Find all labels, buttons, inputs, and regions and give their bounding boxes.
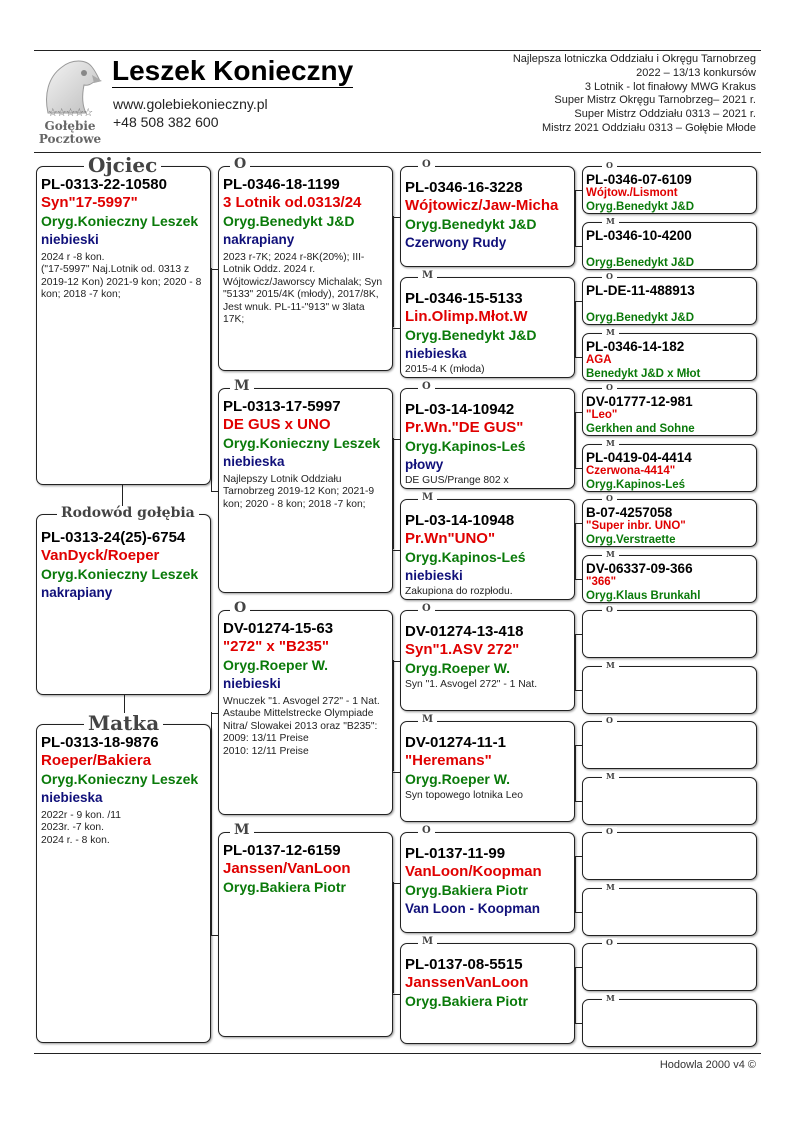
great-great-grandparent-card[interactable] <box>582 777 757 825</box>
ring-number: PL-0419-04-4414 <box>586 449 692 465</box>
connector <box>575 190 576 246</box>
logo <box>34 55 106 147</box>
mother-ring: PL-0313-18-9876 <box>41 734 159 751</box>
ring-number: DV-01274-15-63 <box>223 620 334 637</box>
achievement-item: Mistrz 2021 Oddziału 0313 – Gołębie Młode <box>541 121 756 134</box>
breeder-name: Oryg.Benedykt J&D <box>586 256 695 269</box>
sex-label: M <box>602 772 619 780</box>
mother-color: niebieska <box>41 790 103 805</box>
mother-notes: 2022r - 9 kon. /11 2023r. -7 kon. 2024 r. - 8 kon. <box>41 810 121 846</box>
plumage-color: Czerwony Rudy <box>405 235 507 250</box>
plumage-color: niebieska <box>223 454 285 469</box>
great-grandparent-card[interactable] <box>400 721 575 822</box>
great-great-grandparent-card[interactable] <box>582 888 757 936</box>
connector <box>393 217 400 218</box>
plumage-color: niebieski <box>405 568 463 583</box>
sex-label: O <box>602 716 617 724</box>
pigeon-name <box>586 783 753 796</box>
connector <box>575 579 582 580</box>
pigeon-name: "Super inbr. UNO" <box>586 520 686 532</box>
pigeon-name <box>586 727 753 740</box>
plumage-color: nakrapiany <box>223 232 295 247</box>
great-grandparent-card[interactable] <box>400 610 575 711</box>
sex-label: O <box>602 827 617 835</box>
ring-number: PL-03-14-10942 <box>405 401 515 418</box>
connector <box>575 745 576 801</box>
owner-name: Leszek Konieczny <box>112 55 354 86</box>
connector <box>393 661 400 662</box>
breeder-name: Oryg.Bakiera Piotr <box>405 993 528 1009</box>
sex-label: M <box>418 715 437 725</box>
connector <box>211 268 212 492</box>
father-card[interactable] <box>36 166 211 485</box>
great-great-grandparent-card[interactable] <box>582 333 757 381</box>
pigeon-notes: DE GUS/Prange 802 x <box>405 475 509 486</box>
grandparent-card[interactable] <box>218 388 393 593</box>
ring-number: PL-0346-18-1199 <box>223 176 340 193</box>
connector <box>575 412 582 413</box>
pigeon-name <box>586 616 753 629</box>
pigeon-name: Wójtow./Lismont <box>586 187 678 199</box>
pigeon-name: 3 Lotnik od.0313/24 <box>223 194 362 211</box>
father-label: Ojciec <box>84 155 161 175</box>
ring-number: PL-0346-14-182 <box>586 338 685 354</box>
pigeon-name: VanLoon/Koopman <box>405 863 542 880</box>
subject-card[interactable] <box>36 514 211 695</box>
sex-label: O <box>602 494 617 502</box>
breeder-name: Oryg.Benedykt J&D <box>586 312 695 324</box>
great-great-grandparent-card[interactable] <box>582 388 757 436</box>
achievement-item: 2022 – 13/13 konkursów <box>636 66 756 79</box>
connector <box>575 412 576 468</box>
great-great-grandparent-card[interactable] <box>582 555 757 603</box>
ring-number: PL-0346-16-3228 <box>405 179 523 196</box>
ring-number: B-07-4257058 <box>586 505 673 520</box>
connector <box>393 660 394 771</box>
great-grandparent-card[interactable] <box>400 943 575 1044</box>
plumage-color: niebieska <box>405 346 467 361</box>
great-great-grandparent-card[interactable] <box>582 444 757 492</box>
logo-stars: ☆☆☆☆☆ <box>47 107 93 119</box>
phone-number: +48 508 382 600 <box>113 114 219 130</box>
subject-color: nakrapiany <box>41 585 113 600</box>
breeder-name: Oryg.Benedykt J&D <box>223 213 355 229</box>
connector <box>575 967 582 968</box>
sex-label: O <box>602 605 617 613</box>
breeder-name: Oryg.Roeper W. <box>405 660 511 676</box>
ring-number: PL-0137-12-6159 <box>223 842 341 859</box>
ring-number: DV-01274-13-418 <box>405 623 524 640</box>
breeder-name: Oryg.Benedykt J&D <box>586 201 695 213</box>
connector <box>393 439 400 440</box>
sex-label: O <box>230 601 250 615</box>
ring-number: PL-0346-10-4200 <box>586 227 692 243</box>
connector <box>575 634 582 635</box>
plumage-color: Van Loon - Koopman <box>405 901 540 916</box>
connector <box>575 801 582 802</box>
sex-label: O <box>418 382 435 392</box>
top-rule <box>34 50 761 51</box>
connector <box>575 357 582 358</box>
great-great-grandparent-card[interactable] <box>582 721 757 769</box>
breeder-name: Oryg.Verstraette <box>586 534 676 546</box>
achievements-list <box>513 53 756 136</box>
connector <box>575 856 582 857</box>
subject-name: VanDyck/Roeper <box>41 547 160 564</box>
breeder-name: Oryg.Roeper W. <box>223 657 329 673</box>
breeder-name: Gerkhen and Sohne <box>586 423 695 435</box>
connector <box>393 328 400 329</box>
sex-label: M <box>602 217 619 225</box>
connector <box>211 713 218 714</box>
ring-number: DV-01777-12-981 <box>586 394 693 409</box>
father-ring: PL-0313-22-10580 <box>41 176 167 193</box>
connector <box>575 523 576 579</box>
ring-number: PL-0346-15-5133 <box>405 290 523 307</box>
great-great-grandparent-card[interactable] <box>582 222 757 270</box>
great-great-grandparent-card[interactable] <box>582 999 757 1047</box>
father-notes: 2024 r -8 kon. ("17-5997" Naj.Lotnik od. 0313 z 2019-12 Kon) 2021-9 kon; 2020 - 8 kon; 2018 -7 kon; <box>41 252 202 301</box>
ring-number: PL-0346-07-6109 <box>586 172 692 187</box>
pigeon-name <box>586 894 753 907</box>
ring-number: PL-DE-11-488913 <box>586 283 695 298</box>
sex-label: O <box>418 160 435 170</box>
pigeon-notes: Syn topowego lotnika Leo <box>405 790 523 801</box>
connector <box>575 301 582 302</box>
great-grandparent-card[interactable] <box>400 166 575 267</box>
breeder-name: Oryg.Bakiera Piotr <box>405 882 528 898</box>
sex-label: M <box>418 937 437 947</box>
achievement-item: 3 Lotnik - lot finałowy MWG Krakus <box>584 80 756 93</box>
pigeon-name: Czerwona-4414" <box>586 464 676 477</box>
sex-label: O <box>602 161 617 169</box>
achievement-item: Najlepsza lotniczka Oddziału i Okręgu Tarnobrzeg <box>512 53 756 65</box>
sex-label: M <box>230 379 254 393</box>
sex-label: O <box>418 604 435 614</box>
great-great-grandparent-card[interactable] <box>582 666 757 714</box>
connector <box>393 216 394 327</box>
subject-label: Rodowód gołębia <box>57 506 199 520</box>
mother-card[interactable] <box>36 724 211 1043</box>
connector <box>575 967 576 1023</box>
mother-label: Matka <box>84 713 163 733</box>
subject-breeder: Oryg.Konieczny Leszek <box>41 566 199 582</box>
sex-label: M <box>602 550 619 558</box>
great-great-grandparent-card[interactable] <box>582 277 757 325</box>
pigeon-name: DE GUS x UNO <box>223 416 331 433</box>
sex-label: M <box>602 994 619 1002</box>
connector <box>575 690 582 691</box>
sex-label: M <box>418 271 437 281</box>
sex-label: M <box>602 661 619 669</box>
connector <box>211 269 218 270</box>
pigeon-name: AGA <box>586 353 612 366</box>
father-color: niebieski <box>41 232 99 247</box>
sex-label: O <box>602 383 617 391</box>
connector <box>393 550 400 551</box>
pigeon-name: JanssenVanLoon <box>405 974 529 991</box>
breeder-name: Oryg.Kapinos-Leś <box>405 549 526 565</box>
breeder-name: Oryg.Benedykt J&D <box>405 327 537 343</box>
connector <box>211 712 212 936</box>
connector <box>393 438 394 549</box>
ring-number: PL-0137-11-99 <box>405 845 506 862</box>
pigeon-name: "Leo" <box>586 409 618 421</box>
pigeon-name <box>586 243 753 256</box>
pigeon-notes: 2015-4 K (młoda) <box>405 364 485 375</box>
achievement-item: Super Mistrz Oddziału 0313 – 2021 r. <box>574 108 756 121</box>
grandparent-card[interactable] <box>218 832 393 1037</box>
connector <box>575 246 582 247</box>
ring-number: PL-0313-17-5997 <box>223 398 341 415</box>
sex-label: M <box>418 493 437 503</box>
connector <box>575 856 576 912</box>
pigeon-name: "366" <box>586 575 617 588</box>
connector <box>393 772 400 773</box>
website-link[interactable]: www.golebiekonieczny.pl <box>113 96 268 112</box>
pigeon-name <box>586 672 753 685</box>
pigeon-name: "272" x "B235" <box>223 638 330 655</box>
sex-label: M <box>230 823 254 837</box>
connector <box>575 1023 582 1024</box>
ring-number: PL-0137-08-5515 <box>405 956 523 973</box>
pigeon-name: "Heremans" <box>405 752 492 769</box>
pigeon-name <box>586 298 753 311</box>
plumage-color: płowy <box>405 457 444 472</box>
pigeon-notes: Zakupiona do rozpłodu. <box>405 586 513 597</box>
connector <box>393 883 400 884</box>
logo-text-line-1: Gołębie <box>44 119 96 133</box>
pigeon-name: Lin.Olimp.Młot.W <box>405 308 528 325</box>
pigeon-name <box>586 1005 753 1018</box>
connector <box>575 301 576 357</box>
breeder-name: Oryg.Kapinos-Leś <box>405 438 526 454</box>
mother-name: Roeper/Bakiera <box>41 752 152 769</box>
connector <box>393 994 400 995</box>
great-grandparent-card[interactable] <box>400 499 575 600</box>
great-grandparent-card[interactable] <box>400 832 575 933</box>
great-grandparent-card[interactable] <box>400 277 575 378</box>
connector <box>575 190 582 191</box>
pigeon-notes: Syn "1. Asvogel 272" - 1 Nat. <box>405 679 538 690</box>
connector <box>211 491 218 492</box>
great-grandparent-card[interactable] <box>400 388 575 489</box>
sex-label: O <box>418 826 435 836</box>
pigeon-notes: 2023 r-7K; 2024 r-8K(20%); III- Lotnik Oddz. 2024 r. Wójtowicz/Jaworscy Michalak; Syn "5133" 2015/4K (młody), 2017/8K, Jest wnuk. PL-11-"913" w 3lata 17K; <box>223 252 383 326</box>
connector <box>575 468 582 469</box>
father-breeder: Oryg.Konieczny Leszek <box>41 213 199 229</box>
connector <box>211 935 218 936</box>
pigeon-name: Wójtowicz/Jaw-Micha <box>405 197 559 214</box>
ring-number: PL-03-14-10948 <box>405 512 515 529</box>
pigeon-name: Pr.Wn"UNO" <box>405 530 496 547</box>
pigeon-name: Janssen/VanLoon <box>223 860 351 877</box>
footer-text: Hodowla 2000 v4 © <box>659 1059 756 1071</box>
ring-number: DV-06337-09-366 <box>586 560 693 576</box>
sex-label: M <box>602 883 619 891</box>
connector <box>575 912 582 913</box>
connector <box>575 745 582 746</box>
great-great-grandparent-card[interactable] <box>582 610 757 658</box>
sex-label: O <box>602 938 617 946</box>
pigeon-name <box>586 949 753 962</box>
pigeon-notes: Wnuczek "1. Asvogel 272" - 1 Nat. Astaube Mittelstrecke Olympiade Nitra/ Slowakei 2013 oraz "B235": 2009: 13/11 Preise 2010: 12/11 Preise <box>223 696 380 757</box>
breeder-name: Oryg.Bakiera Piotr <box>223 879 346 895</box>
great-great-grandparent-card[interactable] <box>582 943 757 991</box>
breeder-name: Oryg.Roeper W. <box>405 771 511 787</box>
pigeon-notes: Najlepszy Lotnik Oddziału Tarnobrzeg 2019-12 Kon; 2021-9 kon; 2020 - 8 kon; 2018 -7 kon; <box>223 474 375 510</box>
logo-text-line-2: Pocztowe <box>38 132 102 146</box>
connector <box>575 634 576 690</box>
footer-rule <box>34 1053 761 1054</box>
great-great-grandparent-card[interactable] <box>582 832 757 880</box>
breeder-name: Benedykt J&D x Młot <box>586 367 701 380</box>
sex-label: M <box>602 328 619 336</box>
ring-number: DV-01274-11-1 <box>405 734 506 751</box>
great-great-grandparent-card[interactable] <box>582 166 757 214</box>
pigeon-name: Syn"1.ASV 272" <box>405 641 520 658</box>
breeder-name: Oryg.Klaus Brunkahl <box>586 589 701 602</box>
plumage-color: niebieski <box>223 676 281 691</box>
achievement-item: Super Mistrz Okręgu Tarnobrzeg– 2021 r. <box>554 94 756 107</box>
grandparent-card[interactable] <box>218 166 393 371</box>
sex-label: M <box>602 439 619 447</box>
grandparent-card[interactable] <box>218 610 393 815</box>
pigeon-name: Pr.Wn."DE GUS" <box>405 419 524 436</box>
mother-breeder: Oryg.Konieczny Leszek <box>41 771 199 787</box>
great-great-grandparent-card[interactable] <box>582 499 757 547</box>
breeder-name: Oryg.Kapinos-Leś <box>586 478 686 491</box>
breeder-name: Oryg.Benedykt J&D <box>405 216 537 232</box>
sex-label: O <box>602 272 617 280</box>
subject-ring: PL-0313-24(25)-6754 <box>41 529 186 546</box>
connector <box>575 523 582 524</box>
breeder-name: Oryg.Konieczny Leszek <box>223 435 381 451</box>
pigeon-name <box>586 838 753 851</box>
sex-label: O <box>230 157 250 171</box>
connector <box>393 882 394 993</box>
father-name: Syn"17-5997" <box>41 194 138 211</box>
